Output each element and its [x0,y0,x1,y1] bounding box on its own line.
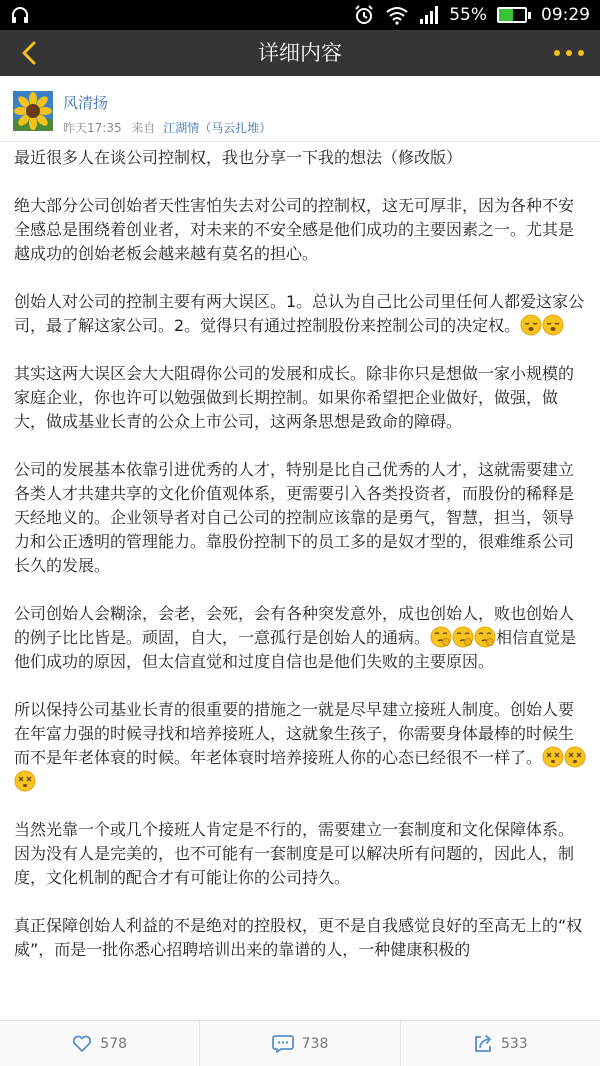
paragraph [14,362,588,434]
paragraph [14,194,588,266]
paragraph [14,818,588,890]
paragraph-text: 其实这两大误区会大大阻碍你公司的发展和成长。除非你只是想做一家小规模的家庭企业，你也许可以勉强做到长期控制。如果你希望把企业做好，做强，做大，做成基业长青的公众上市公司，这两条思想是致命的障碍。 [14,364,575,431]
alarm-icon [353,4,375,26]
paragraph [14,602,588,674]
thinking-face-icon [474,626,496,648]
heart-icon [72,1035,92,1053]
page-title: 详细内容 [258,41,342,65]
sleepy-face-icon [542,314,564,336]
from-label: 来自 [131,121,156,135]
clock: 09:29 [541,5,590,25]
signal-icon [419,5,439,25]
paragraph [14,698,588,794]
like-button[interactable] [0,1021,200,1066]
repost-count: 533 [500,1035,528,1052]
share-icon [473,1034,493,1054]
like-count: 578 [100,1035,128,1052]
paragraph-text: 绝大部分公司创始者天性害怕失去对公司的控制权，这无可厚非，因为各种不安全感总是围绕着创业者，对未来的不安全感是他们成功的主要因素之一。尤其是越成功的创始老板会越来越有莫名的担心。 [14,196,575,263]
paragraph [14,146,588,170]
dizzy-face-icon [564,746,586,768]
paragraph-text: 所以保持公司基业长青的很重要的措施之一就是尽早建立接班人制度。创始人要在年富力强的时候寻找和培养接班人，这就象生孩子，你需要身体最棒的时候生而不是年老体衰的时候。年老体衰时培养接班人你的心态已经很不一样了。 [14,700,575,767]
paragraph [14,458,588,578]
repost-button[interactable] [401,1021,600,1066]
battery-percent: 55% [449,5,487,25]
post-header [0,76,600,142]
wifi-icon [385,5,409,25]
dizzy-face-icon [14,770,36,792]
sleepy-face-icon [520,314,542,336]
action-bar [0,1020,600,1066]
paragraph-text: 最近很多人在谈公司控制权，我也分享一下我的想法（修改版） [14,148,463,167]
dizzy-face-icon [542,746,564,768]
thinking-face-icon [430,626,452,648]
paragraph-text: 公司的发展基本依靠引进优秀的人才，特别是比自己优秀的人才，这就需要建立各类人才共建共享的文化价值观体系，更需要引入各类投资者，而股份的稀释是天经地义的。企业领导者对自己公司的控制应该靠的是勇气，智慧，担当，领导力和公正透明的管理能力。靠股份控制下的员工多的是奴才型的，很难维系公司长久的发展。 [14,460,575,575]
paragraph-text: 创始人对公司的控制主要有两大误区。1。总认为自己比公司里任何人都爱这家公司，最了解这家公司。2。觉得只有通过控制股份来控制公司的决定权。 [14,292,585,335]
more-dot-icon [554,50,560,56]
avatar[interactable] [13,91,53,131]
paragraph-text: 相信直觉是他们成功的原因，但太信直觉和过度自信也是他们失败的主要原因。 [14,628,577,671]
title-bar [0,30,600,76]
paragraph [14,914,588,962]
sunflower-icon [13,91,53,131]
paragraph [14,290,588,338]
headset-icon [10,5,30,25]
comment-icon [272,1034,294,1054]
more-options-button[interactable] [554,39,584,67]
author-name[interactable]: 风清扬 [63,94,109,112]
comment-button[interactable] [200,1021,400,1066]
comment-count: 738 [301,1035,329,1052]
paragraph-text: 真正保障创始人利益的不是绝对的控股权，更不是自我感觉良好的至高无上的“权威”，而是一批你悉心招聘培训出来的靠谱的人，一种健康积极的 [14,916,583,959]
more-dot-icon [566,50,572,56]
post-source-link[interactable]: 江湖情（马云扎堆） [163,121,272,135]
paragraph-text: 当然光靠一个或几个接班人肯定是不行的，需要建立一套制度和文化保障体系。因为没有人是完美的，也不可能有一套制度是可以解决所有问题的，因此人，制度，文化机制的配合才有可能让你的公司持久。 [14,820,575,887]
post-body [14,146,588,986]
battery-icon [497,7,531,23]
post-meta [63,119,271,136]
thinking-face-icon [452,626,474,648]
status-bar [0,0,600,30]
more-dot-icon [578,50,584,56]
post-time: 昨天17:35 [63,121,122,135]
paragraph-text: 公司创始人会糊涂，会老，会死，会有各种突发意外，成也创始人，败也创始人的例子比比皆是。顽固，自大，一意孤行是创始人的通病。 [14,604,575,647]
